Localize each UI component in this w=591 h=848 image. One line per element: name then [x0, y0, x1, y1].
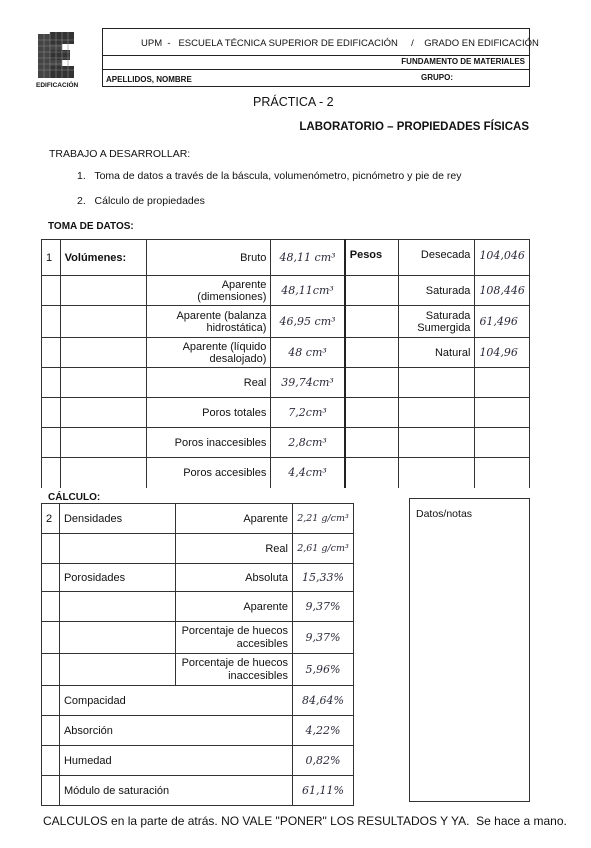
calculo-table	[41, 503, 354, 806]
logo	[34, 30, 78, 88]
vol-value: 48 cm³	[271, 338, 345, 368]
work-item-text: Cálculo de propiedades	[94, 195, 205, 207]
peso-value: 61,496	[475, 306, 530, 338]
practice-title: PRÁCTICA - 2	[253, 95, 334, 109]
calc-label: Absoluta	[176, 564, 293, 592]
porosidades-label: Porosidades	[59, 564, 176, 592]
notes-box	[409, 498, 530, 802]
work-item-num: 2.	[77, 195, 86, 207]
header-box	[102, 28, 539, 87]
work-item-text: Toma de datos a través de la báscula, volumenómetro, picnómetro y pie de rey	[94, 170, 462, 182]
toma-title: TOMA DE DATOS:	[48, 221, 134, 232]
vol-value: 48,11 cm³	[271, 240, 345, 276]
toma-num: 1	[42, 240, 61, 276]
vol-value: 48,11cm³	[271, 276, 345, 306]
absorcion-label: Absorción	[59, 716, 292, 746]
calc-value: 9,37%	[292, 622, 353, 654]
vol-label: Poros inaccesibles	[146, 428, 271, 458]
calc-value: 84,64%	[292, 686, 353, 716]
calc-value: 2,61 g/cm³	[292, 534, 353, 564]
peso-label: Natural	[398, 338, 475, 368]
vol-value: 7,2cm³	[271, 398, 345, 428]
calc-value: 15,33%	[292, 564, 353, 592]
calc-value: 61,11%	[292, 776, 353, 806]
humedad-label: Humedad	[59, 746, 292, 776]
header-line1: UPM - ESCUELA TÉCNICA SUPERIOR DE EDIFICACIÓN / GRADO EN EDIFICACIÓN	[141, 38, 539, 49]
peso-label: Desecada	[398, 240, 475, 276]
lab-title: LABORATORIO – PROPIEDADES FÍSICAS	[299, 121, 529, 133]
calc-value: 5,96%	[292, 654, 353, 686]
calc-value: 4,22%	[292, 716, 353, 746]
peso-value: 108,446	[475, 276, 530, 306]
peso-label: Saturada	[398, 276, 475, 306]
vol-label: Aparente (líquido desalojado)	[146, 338, 271, 368]
vol-label: Poros totales	[146, 398, 271, 428]
calc-value: 2,21 g/cm³	[292, 504, 353, 534]
work-item-2	[77, 195, 205, 207]
calculo-title: CÁLCULO:	[48, 492, 101, 503]
vol-value: 46,95 cm³	[271, 306, 345, 338]
footer-note: CALCULOS en la parte de atrás. NO VALE "PONER" LOS RESULTADOS Y YA. Se hace a mano.	[43, 814, 567, 828]
densidades-label: Densidades	[59, 504, 176, 534]
vol-label: Aparente (balanza hidrostática)	[146, 306, 271, 338]
header-subject: FUNDAMENTO DE MATERIALES	[401, 57, 525, 66]
volumenes-label: Volúmenes:	[60, 240, 146, 276]
vol-label: Bruto	[146, 240, 271, 276]
calc-value: 0,82%	[292, 746, 353, 776]
work-title: TRABAJO A DESARROLLAR:	[49, 148, 191, 160]
vol-value: 4,4cm³	[271, 458, 345, 488]
pesos-label: Pesos	[345, 240, 399, 276]
peso-label: Saturada Sumergida	[398, 306, 475, 338]
calc-value: 9,37%	[292, 592, 353, 622]
vol-label: Real	[146, 368, 271, 398]
toma-table	[41, 239, 530, 488]
work-item-num: 1.	[77, 170, 86, 182]
name-label: APELLIDOS, NOMBRE	[106, 75, 192, 84]
calculo-num: 2	[42, 504, 60, 534]
peso-value: 104,96	[475, 338, 530, 368]
work-item-1	[77, 170, 461, 182]
compacidad-label: Compacidad	[59, 686, 292, 716]
calc-label: Porcentaje de huecos accesibles	[176, 622, 293, 654]
vol-value: 2,8cm³	[271, 428, 345, 458]
vol-value: 39,74cm³	[271, 368, 345, 398]
calc-label: Aparente	[176, 504, 293, 534]
vol-label: Aparente (dimensiones)	[146, 276, 271, 306]
group-label: GRUPO:	[421, 73, 453, 82]
calc-label: Real	[176, 534, 293, 564]
vol-label: Poros accesibles	[146, 458, 271, 488]
calc-label: Aparente	[176, 592, 293, 622]
modulo-label: Módulo de saturación	[59, 776, 292, 806]
calc-label: Porcentaje de huecos inaccesibles	[176, 654, 293, 686]
peso-value: 104,046	[475, 240, 530, 276]
notes-label: Datos/notas	[416, 508, 473, 520]
logo-label: EDIFICACIÓN	[36, 82, 79, 89]
building-logo-icon	[34, 30, 78, 82]
